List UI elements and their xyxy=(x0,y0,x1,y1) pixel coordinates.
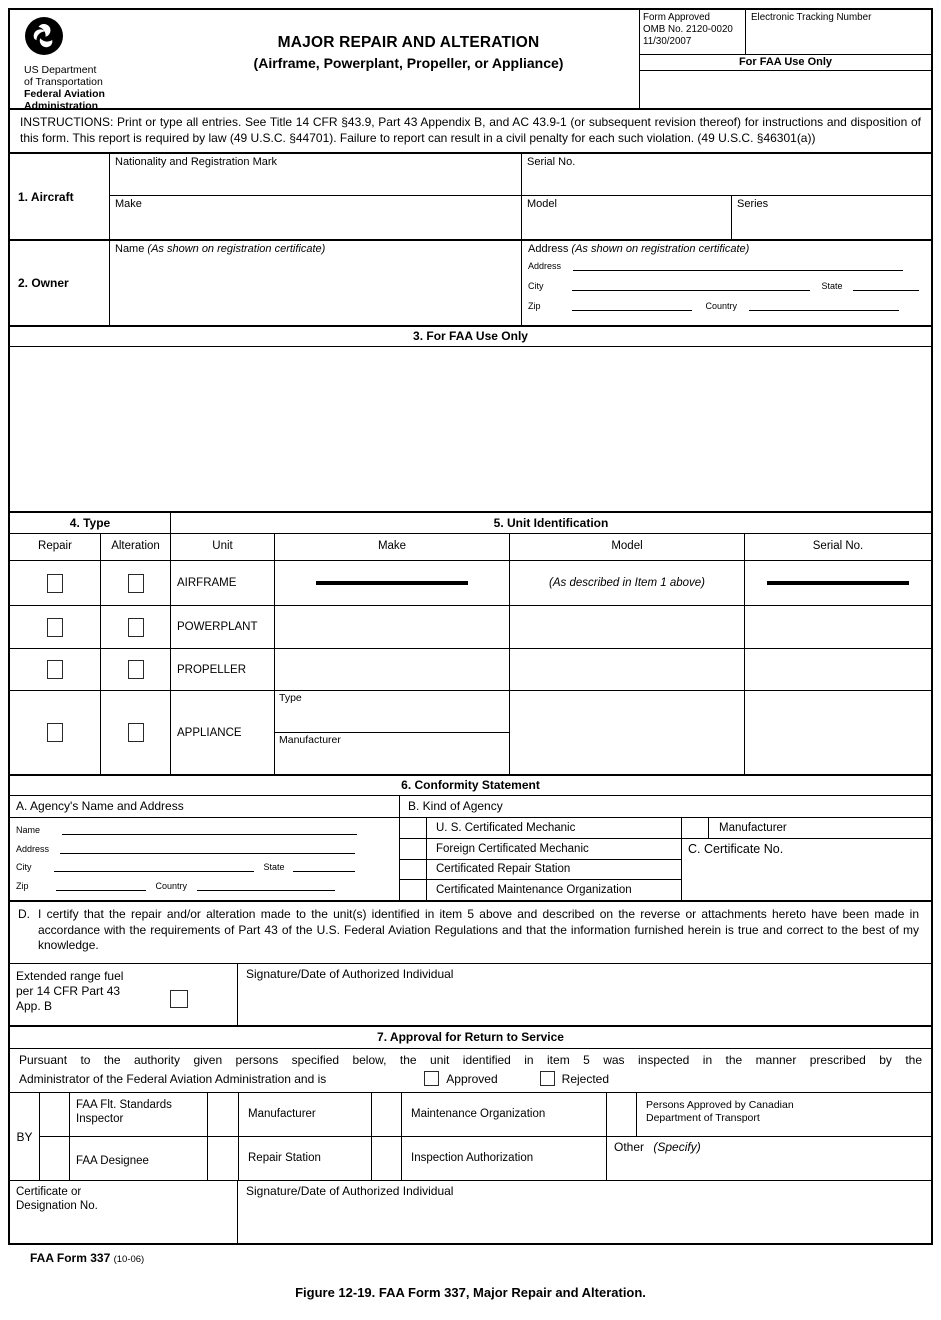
faa-form-337 xyxy=(8,8,933,1245)
figure-caption: Figure 12-19. FAA Form 337, Major Repair and Alteration. xyxy=(295,1285,646,1300)
unit-row-airframe xyxy=(10,561,931,606)
appliance-serial-cell[interactable] xyxy=(745,691,931,774)
other-specify-note: (Specify) xyxy=(653,1139,701,1154)
by-row-2 xyxy=(40,1137,931,1181)
agency-country-label: Country xyxy=(155,880,188,891)
agency-address-line[interactable] xyxy=(60,843,355,854)
approval-section-header: 7. Approval for Return to Service xyxy=(10,1027,931,1049)
col-header-make: Make xyxy=(275,534,510,560)
faa-use-only-section-header: 3. For FAA Use Only xyxy=(10,327,931,347)
rejected-checkbox[interactable] xyxy=(540,1071,555,1086)
certificate-label-line2: Designation No. xyxy=(16,1200,98,1212)
form-approved-line: Form Approved xyxy=(643,12,710,23)
powerplant-make-cell[interactable] xyxy=(275,606,510,648)
airframe-model-note: (As described in Item 1 above) xyxy=(510,561,745,605)
instructions-text: INSTRUCTIONS: Print or type all entries. See Title 14 CFR §43.9, Part 43 Appendix B, and AC 43.9-1 (or subsequent revision thereof) for instructions and disposition of this form. This report is required by law (49 U.S.C. §44701). Failure to report can result in a civil penalty for each such violation. (49 U.S.C. §46301(a)) xyxy=(10,110,931,154)
approval-by-table xyxy=(10,1093,931,1181)
type-section-header: 4. Type xyxy=(10,513,171,533)
propeller-repair-checkbox[interactable] xyxy=(47,660,63,679)
airframe-alteration-checkbox[interactable] xyxy=(128,574,144,593)
owner-name-label: Name xyxy=(115,243,145,255)
col-header-repair: Repair xyxy=(10,534,101,560)
kind-row xyxy=(400,839,681,860)
certificate-signature-row xyxy=(10,1181,931,1243)
owner-address-label: Address xyxy=(528,243,569,255)
faa-flt-standards-inspector-label: FAA Flt. Standards Inspector xyxy=(76,1099,172,1125)
pursuant-line1: Pursuant to the authority given persons specified below, the unit identified in item 5 was inspected in the manner prescribed by the xyxy=(19,1053,922,1067)
unit-name-appliance: APPLIANCE xyxy=(171,691,275,774)
other-label: Other xyxy=(614,1139,645,1154)
certificate-label-line1: Certificate or xyxy=(16,1186,82,1198)
airframe-repair-checkbox[interactable] xyxy=(47,574,63,593)
aircraft-model-field[interactable]: Model xyxy=(522,196,732,239)
kind-row xyxy=(400,880,681,900)
header-right-block xyxy=(639,10,931,108)
owner-country-line[interactable] xyxy=(749,300,899,311)
extended-fuel-line: App. B xyxy=(16,999,53,1013)
d-statement-text: I certify that the repair and/or alteration made to the unit(s) identified in item 5 above and described on the reverse or attachments hereto have been made in accordance with the requirements of Part 43 of the U.S. Federal Aviation Regulations and that the information furnished herein is true and correct to the best of my knowledge. xyxy=(38,907,919,952)
certificated-repair-station-checkbox[interactable] xyxy=(400,860,427,880)
agency-city-line[interactable] xyxy=(54,861,254,872)
agency-name-line: US Department xyxy=(24,64,97,76)
airframe-make-rule xyxy=(316,581,468,585)
conformity-section-header: 6. Conformity Statement xyxy=(10,776,931,796)
foreign-certificated-mechanic-checkbox[interactable] xyxy=(400,839,427,859)
manufacturer-checkbox[interactable] xyxy=(682,818,709,838)
form-approved-cell xyxy=(640,10,746,54)
certificate-designation-field[interactable] xyxy=(10,1181,238,1243)
canadian-persons-line1: Persons Approved by Canadian xyxy=(646,1099,794,1111)
airframe-make-cell xyxy=(275,561,510,605)
agency-name-address-fields xyxy=(10,818,400,900)
aircraft-series-field[interactable]: Series xyxy=(737,198,769,211)
unit-name-propeller: PROPELLER xyxy=(171,649,275,690)
form-identifier xyxy=(30,1251,941,1265)
canadian-persons-line2: Department of Transport xyxy=(646,1112,760,1124)
agency-name-address-header: A. Agency's Name and Address xyxy=(10,796,400,817)
propeller-model-cell[interactable] xyxy=(510,649,745,690)
owner-section-label: 2. Owner xyxy=(10,241,110,325)
owner-address-note: (As shown on registration certificate) xyxy=(571,243,750,255)
manufacturer-approval-checkbox[interactable] xyxy=(207,1093,239,1136)
extended-range-fuel-checkbox[interactable] xyxy=(170,990,188,1008)
omb-number: OMB No. 2120-0020 xyxy=(643,24,733,35)
approved-label: Approved xyxy=(446,1071,498,1086)
appliance-model-cell[interactable] xyxy=(510,691,745,774)
d-prefix: D. xyxy=(18,907,30,921)
extended-range-fuel-row xyxy=(10,964,931,1027)
owner-name-note: (As shown on registration certificate) xyxy=(147,243,326,255)
form-title-line2: (Airframe, Powerplant, Propeller, or Appliance) xyxy=(253,55,564,71)
agency-city-label: City xyxy=(16,862,32,872)
agency-name-line: of Transportation xyxy=(24,76,103,88)
form-title xyxy=(178,10,639,108)
agency-zip-label: Zip xyxy=(16,880,29,891)
kind-label: U. S. Certificated Mechanic xyxy=(436,821,576,834)
faa-use-only-entry-box[interactable] xyxy=(10,347,931,513)
owner-address-line[interactable] xyxy=(573,260,903,271)
pursuant-line2: Administrator of the Federal Aviation Administration and is xyxy=(19,1071,327,1086)
col-header-model: Model xyxy=(510,534,745,560)
pursuant-statement xyxy=(10,1049,931,1093)
propeller-serial-cell[interactable] xyxy=(745,649,931,690)
unit-row-propeller xyxy=(10,649,931,691)
omb-expiry-date: 11/30/2007 xyxy=(643,36,692,47)
aircraft-section xyxy=(10,154,931,241)
by-label: BY xyxy=(10,1093,40,1180)
kind-label: Certificated Repair Station xyxy=(436,863,571,876)
owner-address-field xyxy=(522,241,931,325)
repair-station-label: Repair Station xyxy=(239,1137,372,1181)
kind-label: Certificated Maintenance Organization xyxy=(436,884,632,897)
propeller-make-cell[interactable] xyxy=(275,649,510,690)
powerplant-model-cell[interactable] xyxy=(510,606,745,648)
faa-flt-standards-inspector-checkbox[interactable] xyxy=(40,1093,70,1136)
agency-name-line[interactable] xyxy=(62,824,357,835)
type-unit-header-row xyxy=(10,513,931,534)
rejected-label: Rejected xyxy=(561,1071,610,1086)
form-title-line1: MAJOR REPAIR AND ALTERATION xyxy=(277,34,540,51)
for-faa-use-only-bar: For FAA Use Only xyxy=(640,55,931,71)
aircraft-serial-field[interactable]: Serial No. xyxy=(527,156,576,168)
electronic-tracking-number-field[interactable]: Electronic Tracking Number xyxy=(751,12,872,23)
agency-zip-line[interactable] xyxy=(56,880,146,891)
canadian-persons-checkbox[interactable] xyxy=(607,1093,637,1136)
unit-row-powerplant xyxy=(10,606,931,649)
faa-use-only-entry-area[interactable] xyxy=(640,71,931,108)
unit-table-column-headers xyxy=(10,534,931,561)
owner-city-line[interactable] xyxy=(572,280,810,291)
powerplant-repair-checkbox[interactable] xyxy=(47,618,63,637)
form-edition: (10-06) xyxy=(113,1254,145,1265)
airframe-serial-rule xyxy=(767,581,909,585)
inspection-authorization-checkbox[interactable] xyxy=(372,1137,402,1181)
owner-name-field[interactable] xyxy=(110,241,522,325)
owner-state-line[interactable] xyxy=(853,280,919,291)
aircraft-make-field[interactable]: Make xyxy=(110,196,522,239)
faa-designee-checkbox[interactable] xyxy=(40,1137,70,1181)
us-certificated-mechanic-checkbox[interactable] xyxy=(400,818,427,838)
conformity-right-column xyxy=(682,818,931,900)
agency-address-label: Address xyxy=(16,843,50,854)
kind-of-agency-list xyxy=(400,818,682,900)
agency-block xyxy=(10,10,178,112)
form-number: FAA Form 337 xyxy=(30,1251,111,1265)
kind-row xyxy=(400,860,681,881)
agency-state-line[interactable] xyxy=(293,861,355,872)
nationality-registration-field[interactable]: Nationality and Registration Mark xyxy=(110,154,522,195)
airframe-serial-cell xyxy=(745,561,931,605)
other-specify-field[interactable] xyxy=(607,1137,931,1181)
approved-checkbox[interactable] xyxy=(424,1071,439,1086)
form-header xyxy=(10,10,931,110)
aircraft-section-label: 1. Aircraft xyxy=(10,154,110,239)
certificate-no-label: C. Certificate No. xyxy=(688,842,784,856)
extended-fuel-line: per 14 CFR Part 43 xyxy=(16,984,121,998)
dot-logo-icon xyxy=(24,16,64,56)
kind-of-agency-header: B. Kind of Agency xyxy=(408,799,503,813)
by-row-1 xyxy=(40,1093,931,1137)
agency-state-label: State xyxy=(263,862,285,872)
appliance-make-cell xyxy=(275,691,510,774)
owner-sub-country-label: Country xyxy=(705,301,738,311)
appliance-alteration-checkbox[interactable] xyxy=(128,723,144,742)
conformity-ab-header-row xyxy=(10,796,931,818)
manufacturer-approval-label: Manufacturer xyxy=(239,1093,372,1136)
inspection-authorization-label: Inspection Authorization xyxy=(402,1137,607,1181)
unit-row-appliance xyxy=(10,691,931,776)
certificated-maintenance-organization-checkbox[interactable] xyxy=(400,880,427,900)
appliance-manufacturer-field[interactable]: Manufacturer xyxy=(279,734,341,746)
canadian-persons-label xyxy=(637,1093,931,1136)
owner-sub-zip-label: Zip xyxy=(528,301,541,311)
conformity-signature-field[interactable]: Signature/Date of Authorized Individual xyxy=(246,967,454,981)
certificate-no-entry-area[interactable] xyxy=(682,860,931,900)
approval-signature-field[interactable]: Signature/Date of Authorized Individual xyxy=(246,1184,454,1198)
agency-country-line[interactable] xyxy=(197,880,335,891)
agency-name-label: Name xyxy=(16,825,41,835)
powerplant-alteration-checkbox[interactable] xyxy=(128,618,144,637)
certification-statement xyxy=(10,902,931,964)
owner-zip-line[interactable] xyxy=(572,300,692,311)
extended-fuel-line: Extended range fuel xyxy=(16,969,124,983)
appliance-repair-checkbox[interactable] xyxy=(47,723,63,742)
appliance-type-field[interactable]: Type xyxy=(275,691,509,733)
powerplant-serial-cell[interactable] xyxy=(745,606,931,648)
propeller-alteration-checkbox[interactable] xyxy=(128,660,144,679)
kind-label: Foreign Certificated Mechanic xyxy=(436,842,589,855)
agency-name-line: Administration xyxy=(24,100,99,112)
repair-station-checkbox[interactable] xyxy=(207,1137,239,1181)
unit-name-powerplant: POWERPLANT xyxy=(171,606,275,648)
owner-sub-state-label: State xyxy=(821,281,843,291)
manufacturer-label: Manufacturer xyxy=(719,822,787,834)
agency-name-line: Federal Aviation xyxy=(24,88,105,100)
owner-section xyxy=(10,241,931,327)
owner-sub-city-label: City xyxy=(528,281,544,291)
maintenance-organization-label: Maintenance Organization xyxy=(402,1093,607,1136)
col-header-alteration: Alteration xyxy=(101,534,171,560)
conformity-body xyxy=(10,818,931,902)
unit-name-airframe: AIRFRAME xyxy=(171,561,275,605)
unit-identification-section-header: 5. Unit Identification xyxy=(493,516,609,530)
col-header-serial: Serial No. xyxy=(812,540,864,552)
col-header-unit: Unit xyxy=(171,534,275,560)
extended-range-fuel-cell xyxy=(10,964,238,1025)
maintenance-organization-checkbox[interactable] xyxy=(372,1093,402,1136)
owner-sub-address-label: Address xyxy=(528,261,562,271)
kind-row xyxy=(400,818,681,839)
faa-designee-label: FAA Designee xyxy=(76,1154,149,1167)
